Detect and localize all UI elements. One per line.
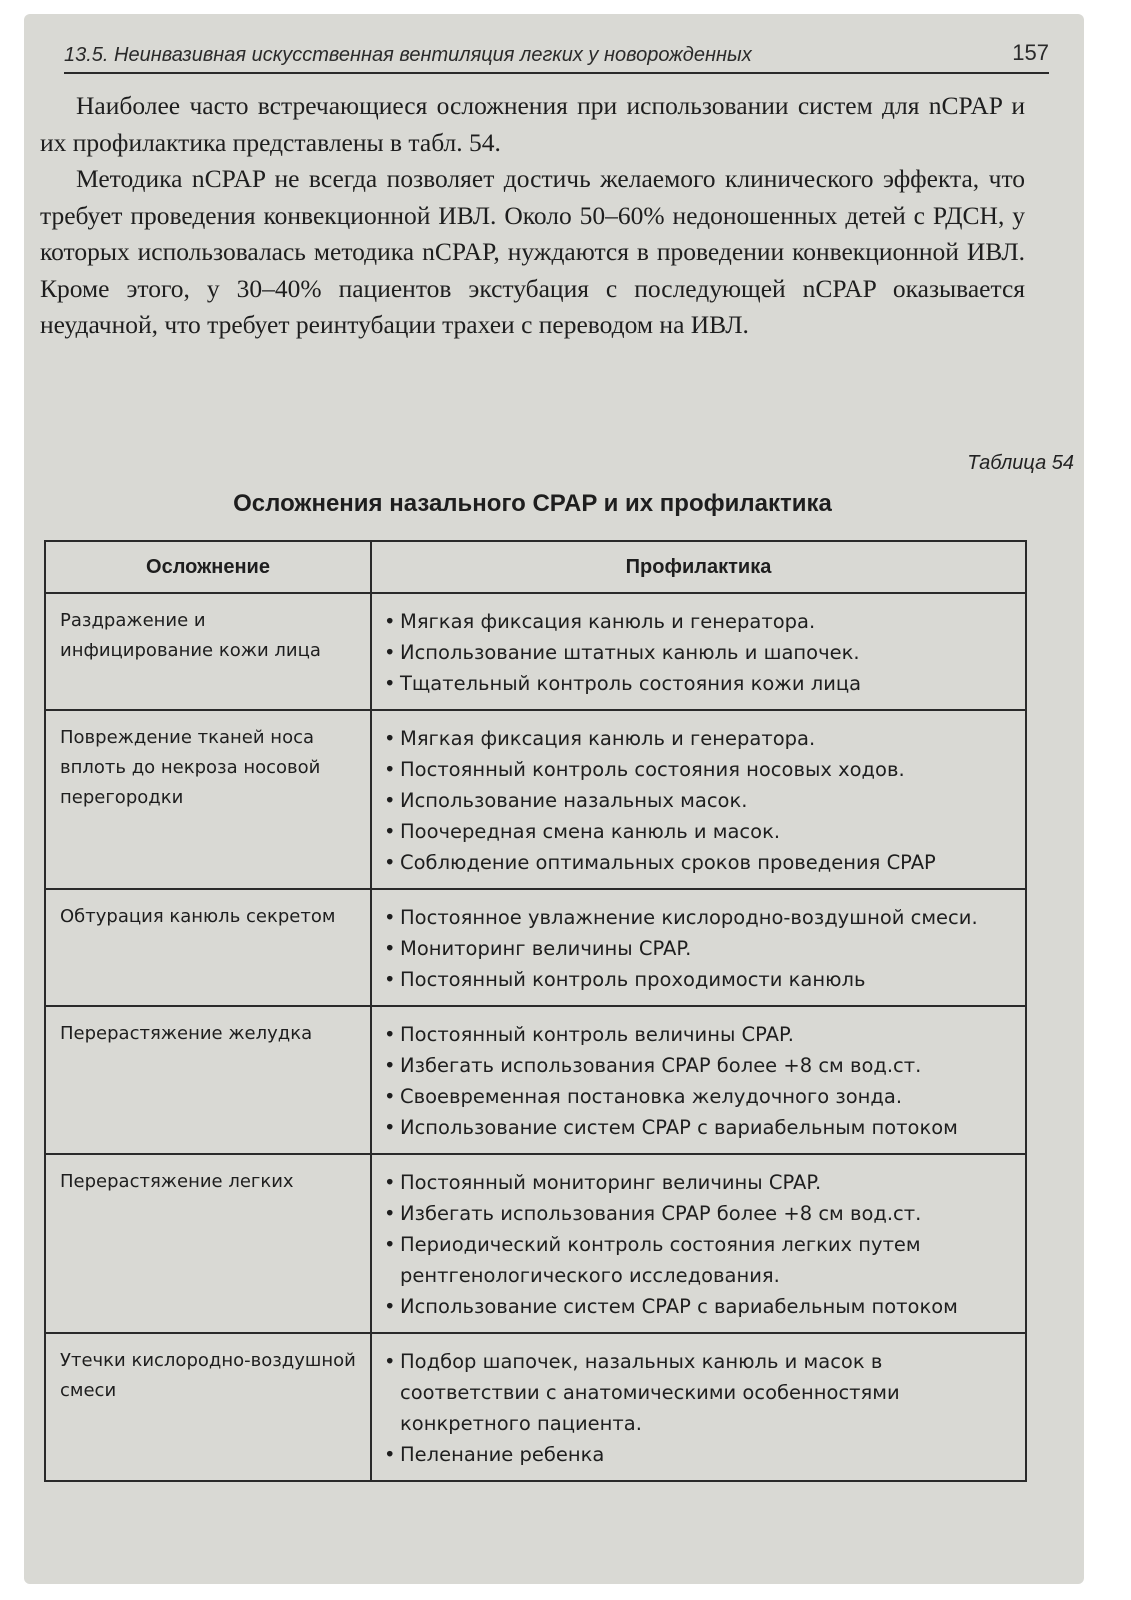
complication-cell: Утечки кислородно-воздушной смеси bbox=[45, 1333, 371, 1481]
page-number: 157 bbox=[1012, 40, 1049, 65]
prevention-item: • Пеленание ребенка bbox=[382, 1439, 1017, 1470]
prevention-item: • Постоянный контроль величины CPAP. bbox=[382, 1019, 1017, 1050]
table-row bbox=[45, 889, 1026, 1006]
table-row bbox=[45, 1006, 1026, 1154]
complication-cell: Перерастяжение легких bbox=[45, 1154, 371, 1333]
prevention-item: • Избегать использования CPAP более +8 см вод.ст. bbox=[382, 1050, 1017, 1081]
prevention-item: • Мониторинг величины CPAP. bbox=[382, 933, 1017, 964]
prevention-item: • Использование штатных канюль и шапочек. bbox=[382, 637, 1017, 668]
table-row bbox=[45, 593, 1026, 710]
prevention-item: • Тщательный контроль состояния кожи лица bbox=[382, 668, 1017, 699]
prevention-item: • Использование назальных масок. bbox=[382, 785, 1017, 816]
complications-table bbox=[44, 540, 1027, 1482]
complication-cell: Повреждение тканей носа вплоть до некроза носовой перегородки bbox=[45, 710, 371, 889]
prevention-item: • Избегать использования CPAP более +8 см вод.ст. bbox=[382, 1198, 1017, 1229]
paragraph: Методика nCPAP не всегда позволяет достичь желаемого клинического эффекта, что требует проведения конвекционной ИВЛ. Около 50–60% недоношенных детей с РДСН, у которых использовалась методика nCPAP, нуждаются в проведении конвекционной ИВЛ. Кроме этого, у 30–40% пациентов экстубация с последующей nCPAP оказывается неудачной, что требует реинтубации трахеи с переводом на ИВЛ. bbox=[40, 164, 1025, 339]
prevention-item: • Подбор шапочек, назальных канюль и масок в соответствии с анатомическими особенностями конкретного пациента. bbox=[382, 1346, 1017, 1439]
prevention-item: • Постоянный контроль состояния носовых ходов. bbox=[382, 754, 1017, 785]
prevention-item: • Постоянный мониторинг величины CPAP. bbox=[382, 1167, 1017, 1198]
table-row bbox=[45, 1333, 1026, 1481]
complication-cell: Раздражение и инфицирование кожи лица bbox=[45, 593, 371, 710]
prevention-item: • Мягкая фиксация канюль и генератора. bbox=[382, 606, 1017, 637]
prevention-item: • Периодический контроль состояния легких путем рентгенологического исследования. bbox=[382, 1229, 1017, 1291]
prevention-cell bbox=[371, 710, 1026, 889]
prevention-item: • Своевременная постановка желудочного зонда. bbox=[382, 1081, 1017, 1112]
table-header-row bbox=[45, 541, 1026, 593]
running-head bbox=[64, 32, 1049, 74]
column-header-prevention: Профилактика bbox=[371, 541, 1026, 593]
prevention-item: • Постоянное увлажнение кислородно-воздушной смеси. bbox=[382, 902, 1017, 933]
column-header-complication: Осложнение bbox=[45, 541, 371, 593]
section-title: 13.5. Неинвазивная искусственная вентиляция легких у новорожденных bbox=[64, 44, 752, 66]
table-title: Осложнения назального CPAP и их профилактика bbox=[233, 490, 832, 517]
table-row bbox=[45, 1154, 1026, 1333]
table-row bbox=[45, 710, 1026, 889]
table-label: Таблица 54 bbox=[967, 452, 1074, 474]
prevention-cell bbox=[371, 1154, 1026, 1333]
prevention-cell bbox=[371, 889, 1026, 1006]
prevention-item: • Поочередная смена канюль и масок. bbox=[382, 816, 1017, 847]
prevention-item: • Постоянный контроль проходимости канюль bbox=[382, 964, 1017, 995]
prevention-cell bbox=[371, 593, 1026, 710]
prevention-item: • Соблюдение оптимальных сроков проведения CPAP bbox=[382, 847, 1017, 878]
prevention-item: • Мягкая фиксация канюль и генератора. bbox=[382, 723, 1017, 754]
paragraph: Наиболее часто встречающиеся осложнения при использовании систем для nCPAP и их профилактика представлены в табл. 54. bbox=[40, 91, 1025, 157]
prevention-cell bbox=[371, 1333, 1026, 1481]
prevention-item: • Использование систем CPAP с вариабельным потоком bbox=[382, 1112, 1017, 1143]
prevention-cell bbox=[371, 1006, 1026, 1154]
body-text bbox=[40, 88, 1025, 344]
prevention-item: • Использование систем CPAP с вариабельным потоком bbox=[382, 1291, 1017, 1322]
complication-cell: Обтурация канюль секретом bbox=[45, 889, 371, 1006]
complication-cell: Перерастяжение желудка bbox=[45, 1006, 371, 1154]
